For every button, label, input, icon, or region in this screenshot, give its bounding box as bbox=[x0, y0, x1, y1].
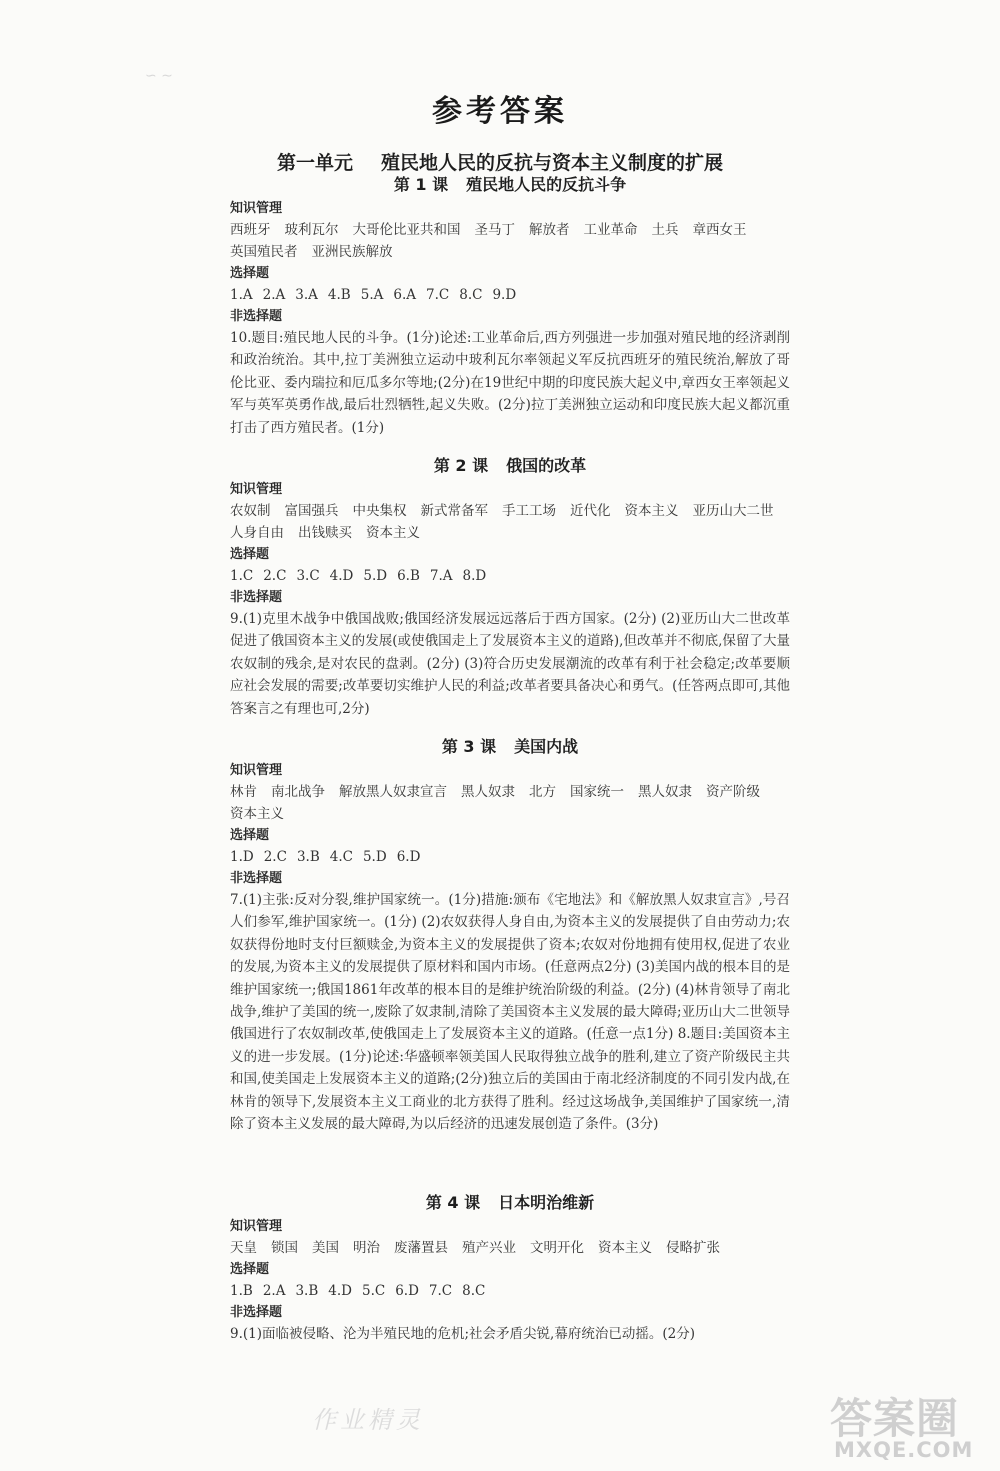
term: 黑人奴隶 bbox=[461, 784, 515, 800]
choice-answer: 6.B bbox=[397, 568, 420, 584]
term: 侵略扩张 bbox=[666, 1240, 720, 1256]
term: 美国 bbox=[312, 1240, 339, 1256]
choice-answer: 8.D bbox=[462, 568, 487, 584]
term: 近代化 bbox=[570, 503, 611, 519]
choice-answer: 7.C bbox=[428, 1283, 453, 1299]
nonchoice-answer: 7.(1)主张:反对分裂,维护国家统一。(1分)措施:颁布《宅地法》和《解放黑人奴隶宣言》,号召人们参军,维护国家统一。(1分) (2)农奴获得人身自由,为资本主义的发展提供了自由劳动力;农奴获得份地时支付巨额赎金,为资本主义的发展提供了资本;农奴对份地拥有使用权,促进了农业的发展,为资本主义的发展提供了原材料和国内市场。(任意两点2分) (3)美国内战的根本目的是维护国家统一;俄国1861年改革的根本目的是维护统治阶级的利益。(2分) (4)林肯领导了南北战争,维护了美国的统一,废除了奴隶制,清除了美国资本主义发展的最大障碍;亚历山大二世领导俄国进行了农奴制改革,使俄国走上了发展资本主义的道路。(任意一点1分) 8.题目:美国资本主义的进一步发展。(1分)论述:华盛顿率领美国人民取得独立战争的胜利,建立了资产阶级民主共和国,使美国走上发展资本主义的道路;(2分)独立后的美国由于南北经济制度的不同引发内战,在林肯的领导下,发展资本主义工商业的北方获得了胜利。经过这场战争,美国维护了国家统一,清除了资本主义发展的最大障碍,为以后经济的迅速发展创造了条件。(3分) bbox=[230, 892, 790, 1133]
knowledge-terms bbox=[230, 219, 790, 263]
choice-answer: 2.A bbox=[262, 287, 286, 303]
knowledge-label: 知识管理 bbox=[230, 482, 283, 497]
lesson-3-title: 第 3 课 美国内战 bbox=[441, 737, 579, 756]
term: 南北战争 bbox=[271, 784, 325, 800]
term: 亚历山大二世 bbox=[692, 503, 774, 519]
choice-answer: 4.D bbox=[328, 1283, 352, 1299]
choice-answer: 6.A bbox=[393, 287, 417, 303]
choice-answer: 9.D bbox=[492, 287, 517, 303]
choice-answer: 7.A bbox=[429, 568, 453, 584]
nonchoice-label: 非选择题 bbox=[230, 871, 283, 886]
lesson-4-title: 第 4 课 日本明治维新 bbox=[425, 1193, 595, 1212]
nonchoice-label: 非选择题 bbox=[230, 1305, 283, 1320]
term: 农奴制 bbox=[230, 503, 271, 519]
term: 废藩置县 bbox=[394, 1240, 448, 1256]
term: 资本主义 bbox=[230, 806, 284, 822]
term: 亚洲民族解放 bbox=[311, 244, 393, 260]
lesson-4-section bbox=[230, 1190, 790, 1345]
choice-answer: 2.C bbox=[263, 849, 287, 865]
term: 北方 bbox=[529, 784, 556, 800]
choice-answer: 8.C bbox=[462, 1283, 486, 1299]
knowledge-label: 知识管理 bbox=[230, 201, 283, 216]
choice-answer: 1.D bbox=[230, 849, 254, 865]
choice-answer: 5.C bbox=[361, 1283, 386, 1299]
term: 富国强兵 bbox=[284, 503, 339, 519]
nonchoice-answer: 10.题目:殖民地人民的斗争。(1分)论述:工业革命后,西方列强进一步加强对殖民地的经济剥削和政治统治。其中,拉丁美洲独立运动中玻利瓦尔率领起义军反抗西班牙的殖民统治,解放了哥伦比亚、委内瑞拉和厄瓜多尔等地;(2分)在19世纪中期的印度民族大起义中,章西女王率领起义军与英军英勇作战,最后壮烈牺牲,起义失败。(2分)拉丁美洲独立运动和印度民族大起义都沉重打击了西方殖民者。(1分) bbox=[230, 330, 790, 436]
unit-number: 第一单元 bbox=[276, 152, 353, 174]
choice-label: 选择题 bbox=[230, 828, 270, 843]
nonchoice-answer: 9.(1)面临被侵略、沦为半殖民地的危机;社会矛盾尖锐,幕府统治已动摇。(2分) bbox=[230, 1326, 695, 1342]
lesson-2-section bbox=[230, 453, 790, 720]
knowledge-terms bbox=[230, 781, 790, 825]
choice-answer: 4.C bbox=[329, 849, 353, 865]
term: 玻利瓦尔 bbox=[284, 222, 339, 238]
term: 英国殖民者 bbox=[230, 244, 298, 260]
term: 中央集权 bbox=[352, 503, 407, 519]
choice-answer: 4.B bbox=[327, 287, 351, 303]
term: 黑人奴隶 bbox=[638, 784, 692, 800]
knowledge-terms bbox=[230, 500, 790, 544]
choice-answer: 2.A bbox=[262, 1283, 286, 1299]
term: 土兵 bbox=[651, 222, 679, 238]
choice-answer: 5.A bbox=[360, 287, 384, 303]
term: 解放者 bbox=[529, 222, 570, 238]
page-title: 参考答案 bbox=[432, 94, 568, 129]
choice-label: 选择题 bbox=[230, 547, 270, 562]
term: 人身自由 bbox=[230, 525, 284, 541]
choice-answer: 4.D bbox=[329, 568, 354, 584]
lesson-1-section bbox=[230, 172, 790, 439]
choice-answer: 3.C bbox=[296, 568, 320, 584]
choice-answers bbox=[230, 284, 790, 306]
watermark-text: 作业精灵 bbox=[312, 1406, 424, 1434]
term: 资本主义 bbox=[366, 525, 420, 541]
choice-answers bbox=[230, 565, 790, 587]
term: 锁国 bbox=[271, 1240, 298, 1256]
corner-scan-mark: ∽ ∼ bbox=[145, 68, 173, 84]
term: 明治 bbox=[353, 1240, 380, 1256]
choice-answer: 3.A bbox=[295, 287, 318, 303]
term: 资本主义 bbox=[624, 503, 679, 519]
term: 文明开化 bbox=[530, 1240, 584, 1256]
lesson-3-section bbox=[230, 734, 790, 1135]
term: 圣马丁 bbox=[474, 222, 515, 238]
knowledge-label: 知识管理 bbox=[230, 1219, 283, 1234]
term: 西班牙 bbox=[230, 222, 271, 238]
choice-answer: 6.D bbox=[395, 1283, 419, 1299]
term: 殖产兴业 bbox=[462, 1240, 516, 1256]
term: 大哥伦比亚共和国 bbox=[352, 222, 461, 238]
term: 新式常备军 bbox=[420, 503, 488, 519]
watermark-logo bbox=[830, 1386, 980, 1466]
choice-answer: 7.C bbox=[426, 287, 450, 303]
choice-answers bbox=[230, 1280, 790, 1302]
choice-answer: 1.C bbox=[230, 568, 254, 584]
choice-answers bbox=[230, 846, 790, 868]
lesson-2-title: 第 2 课 俄国的改革 bbox=[433, 456, 587, 475]
knowledge-label: 知识管理 bbox=[230, 763, 283, 778]
term: 资本主义 bbox=[598, 1240, 652, 1256]
term: 资产阶级 bbox=[706, 784, 760, 800]
choice-answer: 1.A bbox=[230, 287, 253, 303]
lesson-1-title: 第 1 课 殖民地人民的反抗斗争 bbox=[393, 175, 627, 194]
term: 工业革命 bbox=[583, 222, 638, 238]
nonchoice-answer: 9.(1)克里木战争中俄国战败;俄国经济发展远远落后于西方国家。(2分) (2)亚历山大二世改革促进了俄国资本主义的发展(或使俄国走上了发展资本主义的道路),但改革并不彻底,保留了大量农奴制的残余,是对农民的盘剥。(2分) (3)符合历史发展潮流的改革有利于社会稳定;改革要顺应社会发展的需要;改革要切实维护人民的利益;改革者要具备决心和勇气。(任答两点即可,其他答案言之有理也可,2分) bbox=[230, 611, 790, 717]
logo-sub-text: MXQE.COM bbox=[834, 1438, 974, 1462]
choice-answer: 8.C bbox=[459, 287, 483, 303]
unit-name: 殖民地人民的反抗与资本主义制度的扩展 bbox=[381, 152, 724, 174]
term: 出钱赎买 bbox=[298, 525, 352, 541]
term: 解放黑人奴隶宣言 bbox=[339, 784, 447, 800]
logo-main-text: 答案圈 bbox=[830, 1394, 960, 1443]
nonchoice-label: 非选择题 bbox=[230, 590, 283, 605]
term: 手工工场 bbox=[502, 503, 556, 519]
choice-answer: 5.D bbox=[363, 568, 388, 584]
knowledge-terms bbox=[230, 1237, 790, 1259]
nonchoice-label: 非选择题 bbox=[230, 309, 283, 324]
term: 章西女王 bbox=[692, 222, 747, 238]
term: 林肯 bbox=[230, 784, 257, 800]
term: 国家统一 bbox=[570, 784, 624, 800]
choice-answer: 3.B bbox=[296, 849, 320, 865]
choice-label: 选择题 bbox=[230, 1262, 270, 1277]
choice-answer: 6.D bbox=[396, 849, 421, 865]
choice-label: 选择题 bbox=[230, 266, 270, 281]
unit-title bbox=[0, 148, 1000, 175]
choice-answer: 3.B bbox=[295, 1283, 319, 1299]
term: 天皇 bbox=[230, 1240, 257, 1256]
choice-answer: 1.B bbox=[230, 1283, 253, 1299]
choice-answer: 5.D bbox=[362, 849, 387, 865]
choice-answer: 2.C bbox=[263, 568, 287, 584]
